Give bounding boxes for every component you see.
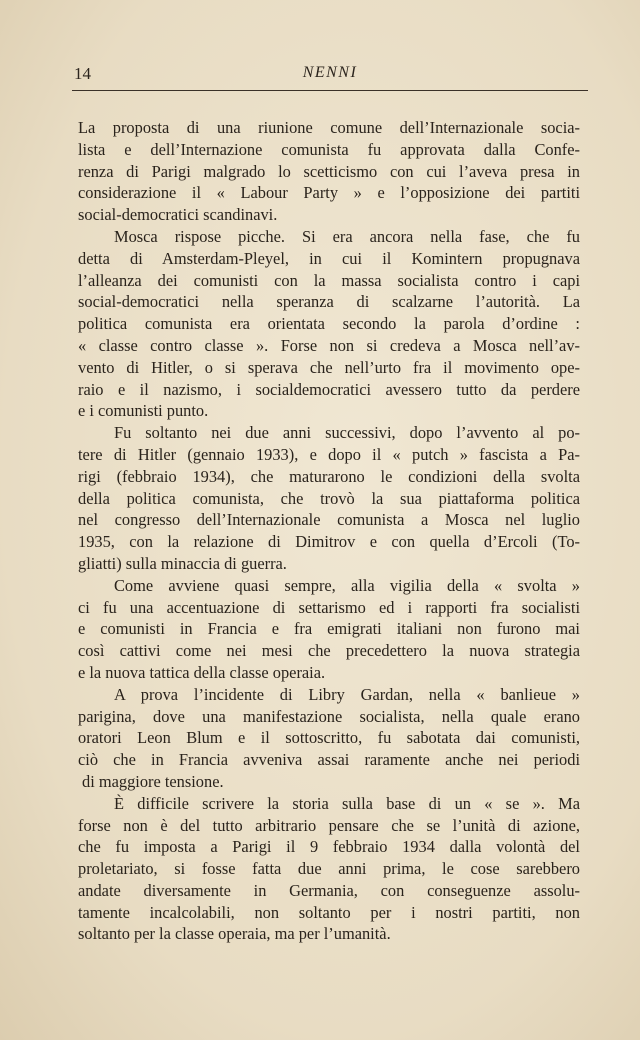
paragraph: [78, 422, 580, 575]
text-line: l’alleanza dei comunisti con la massa socialista contro i capi: [78, 270, 580, 290]
text-line: e comunisti in Francia e fra emigrati italiani non furono mai: [78, 619, 580, 639]
text-line: andate diversamente in Germania, con conseguenze assolu-: [78, 880, 580, 900]
text-line: della politica comunista, che trovò la sua piattaforma politica: [78, 488, 580, 508]
text-line: che fu imposta a Parigi il 9 febbraio 1934 dalla volontà del: [78, 837, 580, 857]
text-line: soltanto per la classe operaia, ma per l’umanità.: [78, 924, 391, 944]
text-line: così cattivi come nei mesi che precedettero la nuova strategia: [78, 641, 580, 661]
text-line: ci fu una accentuazione di settarismo ed i rapporti fra socialisti: [78, 597, 580, 617]
text-line: parigina, dove una manifestazione socialista, nella quale erano: [78, 706, 580, 726]
paragraph: [78, 226, 580, 422]
text-line: A prova l’incidente di Libry Gardan, nella « banlieue »: [114, 684, 580, 704]
text-line: social-democratici nella speranza di scalzarne l’autorità. La: [78, 292, 580, 312]
text-line: tamente incalcolabili, non soltanto per i nostri partiti, non: [78, 902, 580, 922]
text-line: di maggiore tensione.: [82, 771, 224, 791]
text-line: raio e il nazismo, i socialdemocratici avessero tutto da perdere: [78, 379, 580, 399]
running-head: NENNI: [302, 64, 358, 81]
text-line: nel congresso dell’Internazionale comunista a Mosca nel luglio: [78, 510, 580, 530]
text-line: È difficile scrivere la storia sulla base di un « se ». Ma: [114, 793, 580, 813]
text-line: Fu soltanto nei due anni successivi, dopo l’avvento al po-: [114, 423, 580, 443]
text-line: gliatti) sulla minaccia di guerra.: [78, 553, 287, 573]
paragraph: [78, 793, 580, 946]
text-line: e i comunisti punto.: [78, 401, 209, 421]
page-header: [72, 62, 588, 91]
text-line: « classe contro classe ». Forse non si credeva a Mosca nell’av-: [78, 335, 580, 355]
text-line: vento di Hitler, o si sperava che nell’urto fra il movimento ope-: [78, 357, 580, 377]
text-line: lista e dell’Internazione comunista fu approvata dalla Confe-: [78, 139, 580, 159]
text-line: rigi (febbraio 1934), che maturarono le condizioni della svolta: [78, 466, 580, 486]
paragraph: [78, 117, 580, 226]
text-line: social-democratici scandinavi.: [78, 205, 278, 225]
text-line: Come avviene quasi sempre, alla vigilia della « svolta »: [114, 575, 580, 595]
text-line: tere di Hitler (gennaio 1933), e dopo il « putch » fascista a Pa-: [78, 444, 580, 464]
paragraph: [78, 575, 580, 684]
text-line: renza di Parigi malgrado lo scetticismo con cui l’aveva presa in: [78, 161, 580, 181]
page-number: 14: [74, 64, 91, 83]
text-line: ciò che in Francia avveniva assai raramente anche nei periodi: [78, 750, 580, 770]
text-line: forse non è del tutto arbitrario pensare che se l’unità di azione,: [78, 815, 580, 835]
text-line: detta di Amsterdam-Pleyel, in cui il Komintern propugnava: [78, 248, 580, 268]
text-line: politica comunista era orientata secondo la parola d’ordine :: [78, 314, 580, 334]
body-text: [78, 117, 580, 945]
text-line: considerazione il « Labour Party » e l’opposizione dei partiti: [78, 183, 580, 203]
text-line: proletariato, si fosse fatta due anni prima, le cose sarebbero: [78, 859, 580, 879]
text-line: 1935, con la relazione di Dimitrov e con quella d’Ercoli (To-: [78, 532, 580, 552]
text-line: oratori Leon Blum e il sottoscritto, fu sabotata dai comunisti,: [78, 728, 580, 748]
text-line: Mosca rispose picche. Si era ancora nella fase, che fu: [114, 226, 580, 246]
text-line: e la nuova tattica della classe operaia.: [78, 662, 326, 682]
text-line: La proposta di una riunione comune dell’Internazionale socia-: [78, 118, 580, 137]
paragraph: [78, 684, 580, 793]
